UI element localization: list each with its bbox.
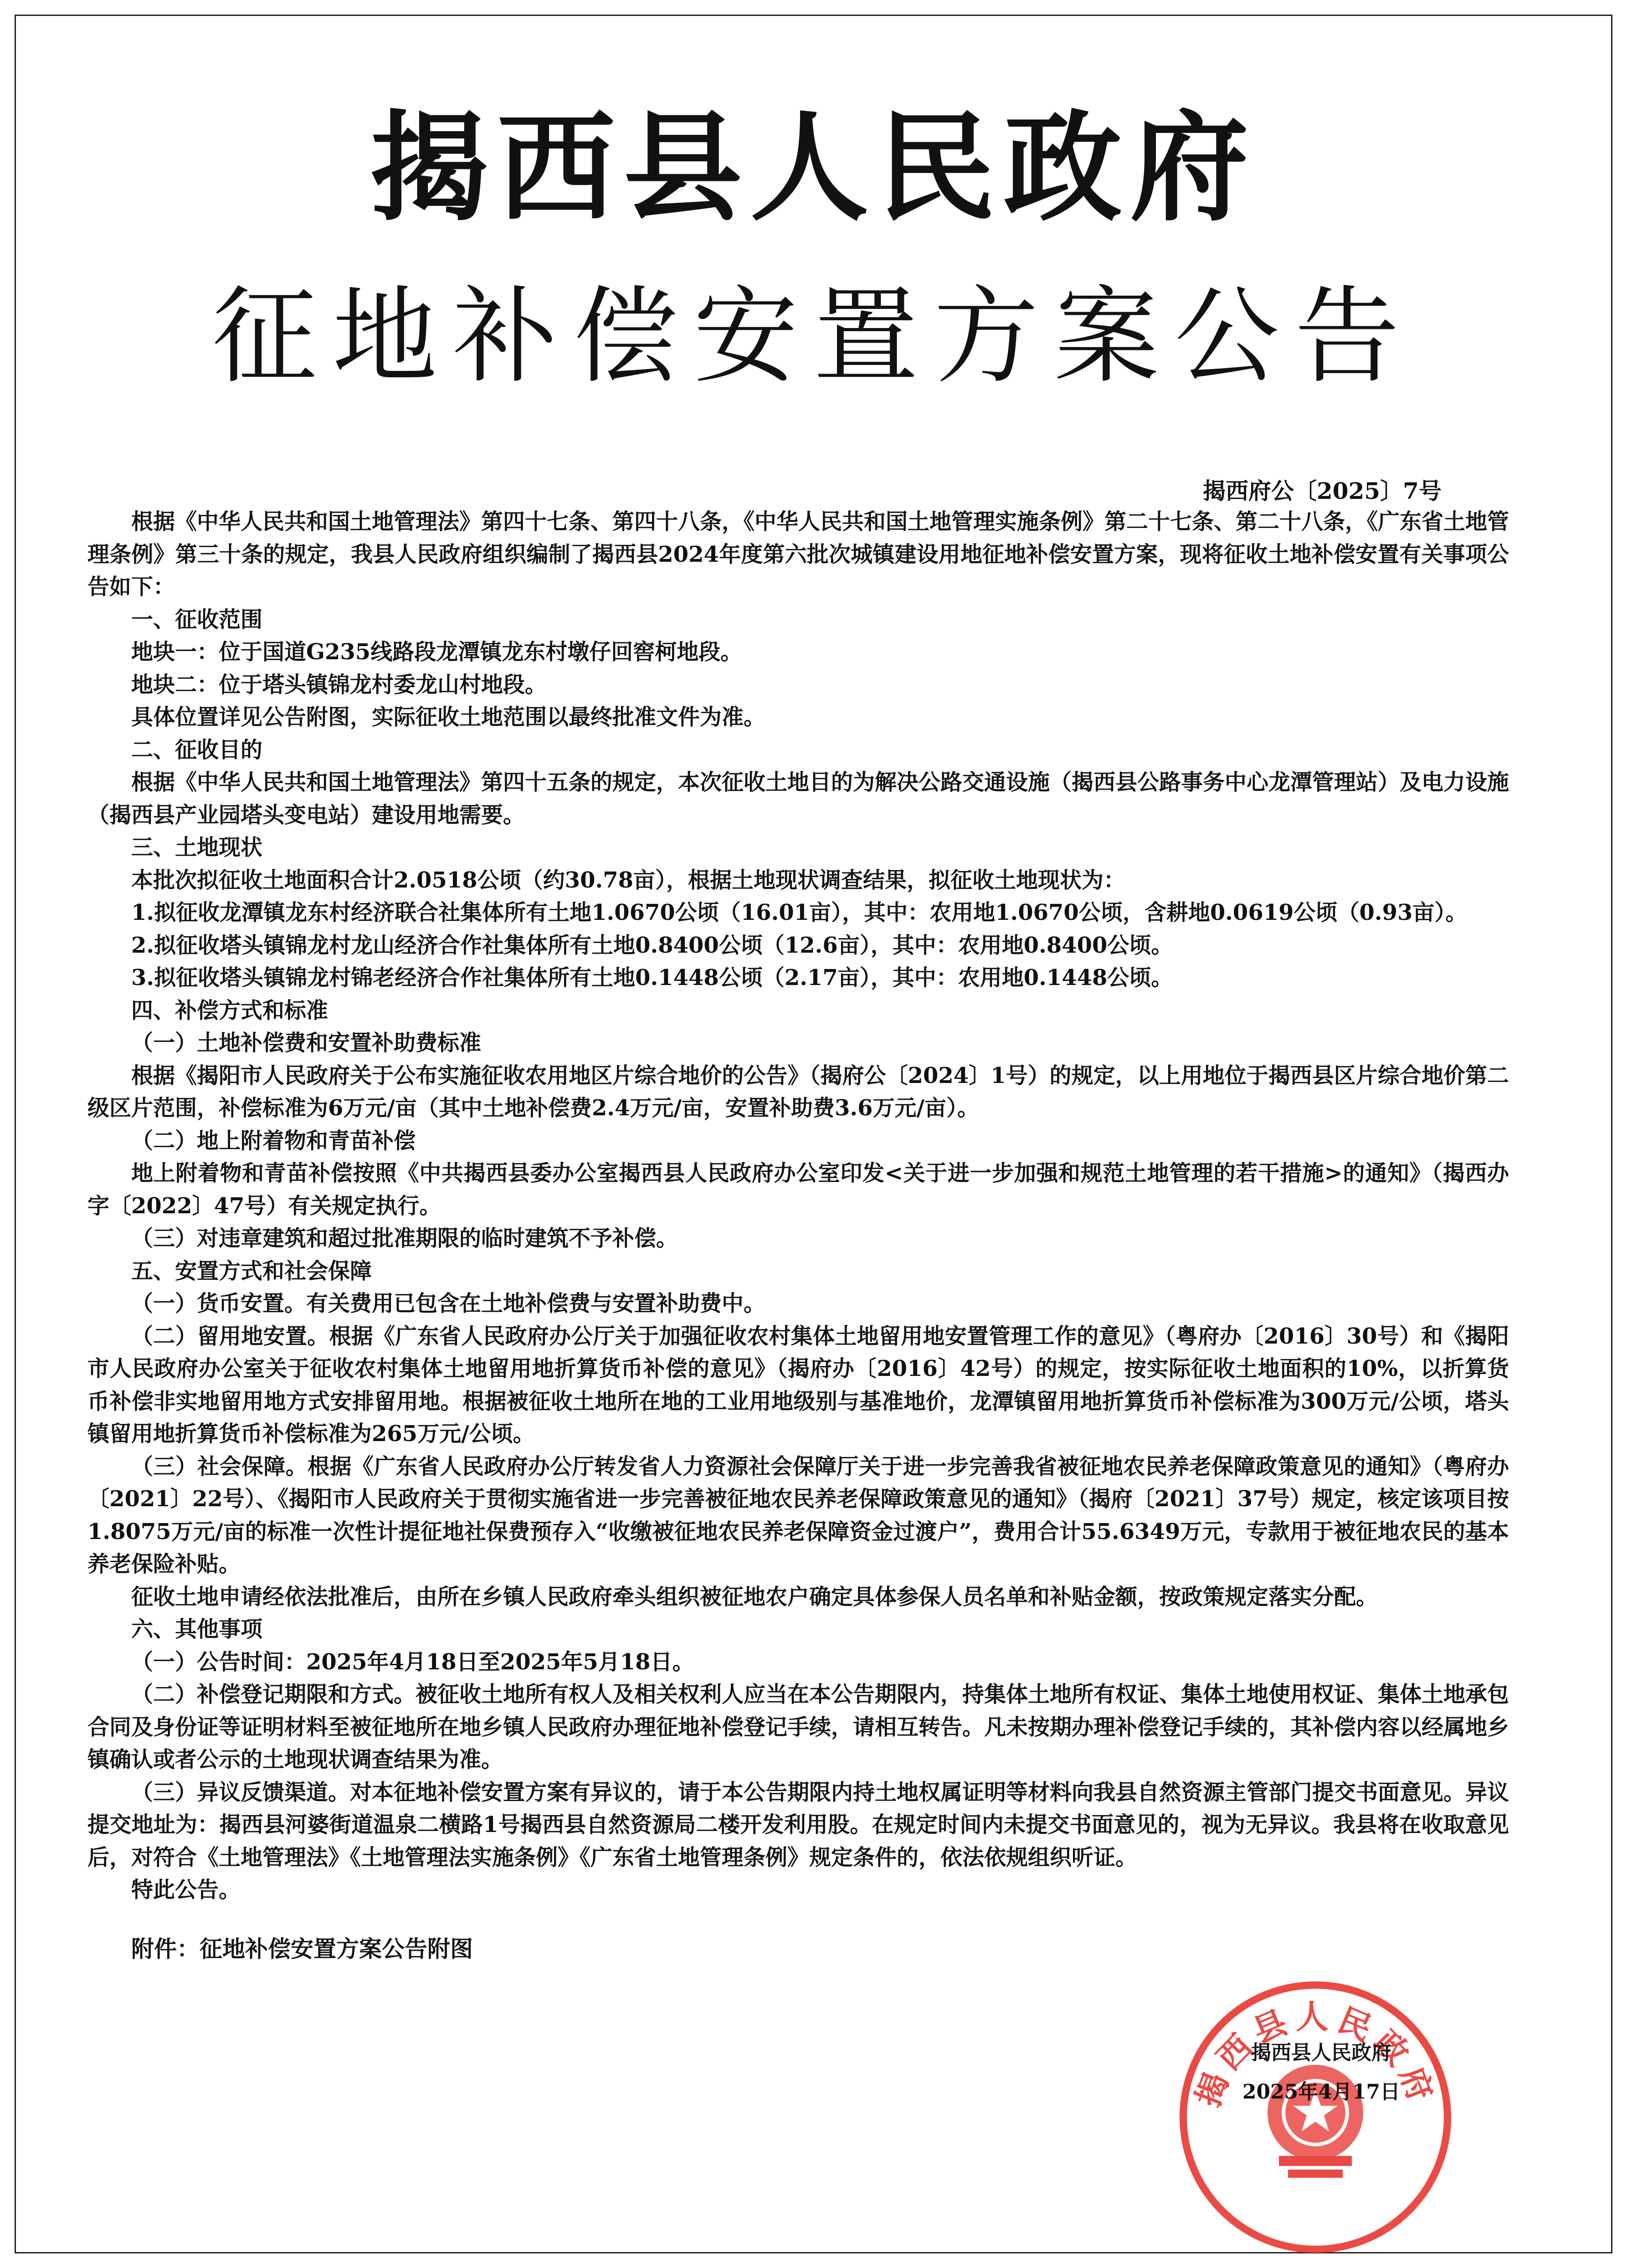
attachment-note: 附件：征地补偿安置方案公告附图 [131,1935,473,1962]
signature-block [1230,2043,1412,2102]
paragraph: 地上附着物和青苗补偿按照《中共揭西县委办公室揭西县人民政府办公室印发<关于进一步加强和规范土地管理的若干措施>的通知》（揭西办字〔2022〕47号）有关规定执行。 [87,1160,1509,1219]
paragraph: 2.拟征收塔头镇锦龙村龙山经济合作社集体所有土地0.8400公顷（12.6亩），其中：农用地0.8400公顷。 [131,932,1173,958]
paragraph: 根据《揭阳市人民政府关于公布实施征收农用地区片综合地价的公告》（揭府公〔2024〕1号）的规定，以上用地位于揭西县区片综合地价第二级区片范围，补偿标准为6万元/亩（其中土地补偿费2.4万元/亩，安置补助费3.6万元/亩）。 [87,1062,1509,1121]
svg-text:揭西县人民政府: 揭西县人民政府 [1188,1998,1442,2112]
section-heading-compensation: 四、补偿方式和标准 [131,997,328,1023]
paragraph: 3.拟征收塔头镇锦龙村锦老经济合作社集体所有土地0.1448公顷（2.17亩），其中：农用地0.1448公顷。 [131,965,1173,990]
paragraph: （三）对违章建筑和超过批准期限的临时建筑不予补偿。 [131,1226,678,1251]
section-heading-resettlement: 五、安置方式和社会保障 [131,1258,372,1284]
paragraph: 本批次拟征收土地面积合计2.0518公顷（约30.78亩），根据土地现状调查结果，拟征收土地现状为： [131,867,1126,893]
section-heading-purpose: 二、征收目的 [131,737,263,763]
section-heading-status: 三、土地现状 [131,835,263,860]
section-heading-scope: 一、征收范围 [131,606,263,632]
paragraph: （三）异议反馈渠道。对本征地补偿安置方案有异议的，请于本公告期限内持土地权属证明等材料向我县自然资源主管部门提交书面意见。异议提交地址为：揭西县河婆街道温泉二横路1号揭西县自然资源局二楼开发利用股。在规定时间内未提交书面意见的，视为无异议。我县将在收取意见后，对符合《土地管理法》《土地管理法实施条例》《广东省土地管理条例》规定条件的，依法依规组织听证。 [87,1779,1509,1870]
subsection-heading: （二）地上附着物和青苗补偿 [131,1128,416,1154]
paragraph: （三）社会保障。根据《广东省人民政府办公厅转发省人力资源社会保障厅关于进一步完善我省被征地农民养老保障政策意见的通知》（粤府办〔2021〕22号）、《揭阳市人民政府关于贯彻实施省进一步完善被征地农民养老保障政策意见的通知》（揭府〔2021〕37号）规定，核定该项目按1.8075万元/亩的标准一次性计提征地社保费预存入“收缴被征地农民养老保障资金过渡户”，费用合计55.6349万元，专款用于被征地农民的基本养老保险补贴。 [87,1453,1509,1577]
closing-line: 特此公告。 [131,1877,241,1903]
issuer-title: 揭西县人民政府 [370,100,1257,237]
signature-org: 揭西县人民政府 [1251,2041,1391,2064]
subsection-heading: （一）土地补偿费和安置补助费标准 [131,1030,482,1056]
official-seal-icon [1174,1976,1457,2258]
paragraph: （二）补偿登记期限和方式。被征收土地所有权人及相关权利人应当在本公告期限内，持集体土地所有权证、集体土地使用权证、集体土地承包合同及身份证等证明材料至被征地所在地乡镇人民政府办理征地补偿登记手续，请相互转告。凡未按期办理补偿登记手续的，其补偿内容以经属地乡镇确认或者公示的土地现状调查结果为准。 [87,1682,1509,1772]
paragraph: 具体位置详见公告附图，实际征收土地范围以最终批准文件为准。 [131,704,766,730]
document-number: 揭西府公〔2025〕7号 [1203,477,1442,504]
paragraph: （二）留用地安置。根据《广东省人民政府办公厅关于加强征收农村集体土地留用地安置管理工作的意见》（粤府办〔2016〕30号）和《揭阳市人民政府办公室关于征收农村集体土地留用地折算货币补偿的意见》（揭府办〔2016〕42号）的规定，按实际征收土地面积的10%，以折算货币补偿非实地留用地方式安排留用地。根据被征收土地所在地的工业用地级别与基准地价，龙潭镇留用地折算货币补偿标准为300万元/公顷，塔头镇留用地折算货币补偿标准为265万元/公顷。 [87,1323,1509,1447]
paragraph: （一）公告时间：2025年4月18日至2025年5月18日。 [131,1649,694,1675]
paragraph-intro: 根据《中华人民共和国土地管理法》第四十七条、第四十八条，《中华人民共和国土地管理实施条例》第二十七条、第二十八条，《广东省土地管理条例》第三十条的规定，我县人民政府组织编制了揭西县2024年度第六批次城镇建设用地征地补偿安置方案，现将征收土地补偿安置有关事项公告如下： [87,509,1509,600]
paragraph: 征收土地申请经依法批准后，由所在乡镇人民政府牵头组织被征地农户确定具体参保人员名单和补贴金额，按政策规定落实分配。 [131,1584,1378,1610]
paragraph: （一）货币安置。有关费用已包含在土地补偿费与安置补助费中。 [131,1291,766,1316]
notice-title: 征地补偿安置方案公告 [212,276,1415,398]
paragraph: 1.拟征收龙潭镇龙东村经济联合社集体所有土地1.0670公顷（16.01亩），其中：农用地1.0670公顷，含耕地0.0619公顷（0.93亩）。 [131,900,1468,925]
signature-date: 2025年4月17日 [1242,2080,1401,2104]
paragraph: 地块一：位于国道G235线路段龙潭镇龙东村墩仔回窖柯地段。 [131,639,743,665]
paragraph: 根据《中华人民共和国土地管理法》第四十五条的规定，本次征收土地目的为解决公路交通设施（揭西县公路事务中心龙潭管理站）及电力设施（揭西县产业园塔头变电站）建设用地需要。 [87,770,1509,828]
paragraph: 地块二：位于塔头镇锦龙村委龙山村地段。 [131,672,547,698]
notice-body [87,506,1509,1907]
section-heading-other: 六、其他事项 [131,1616,263,1642]
